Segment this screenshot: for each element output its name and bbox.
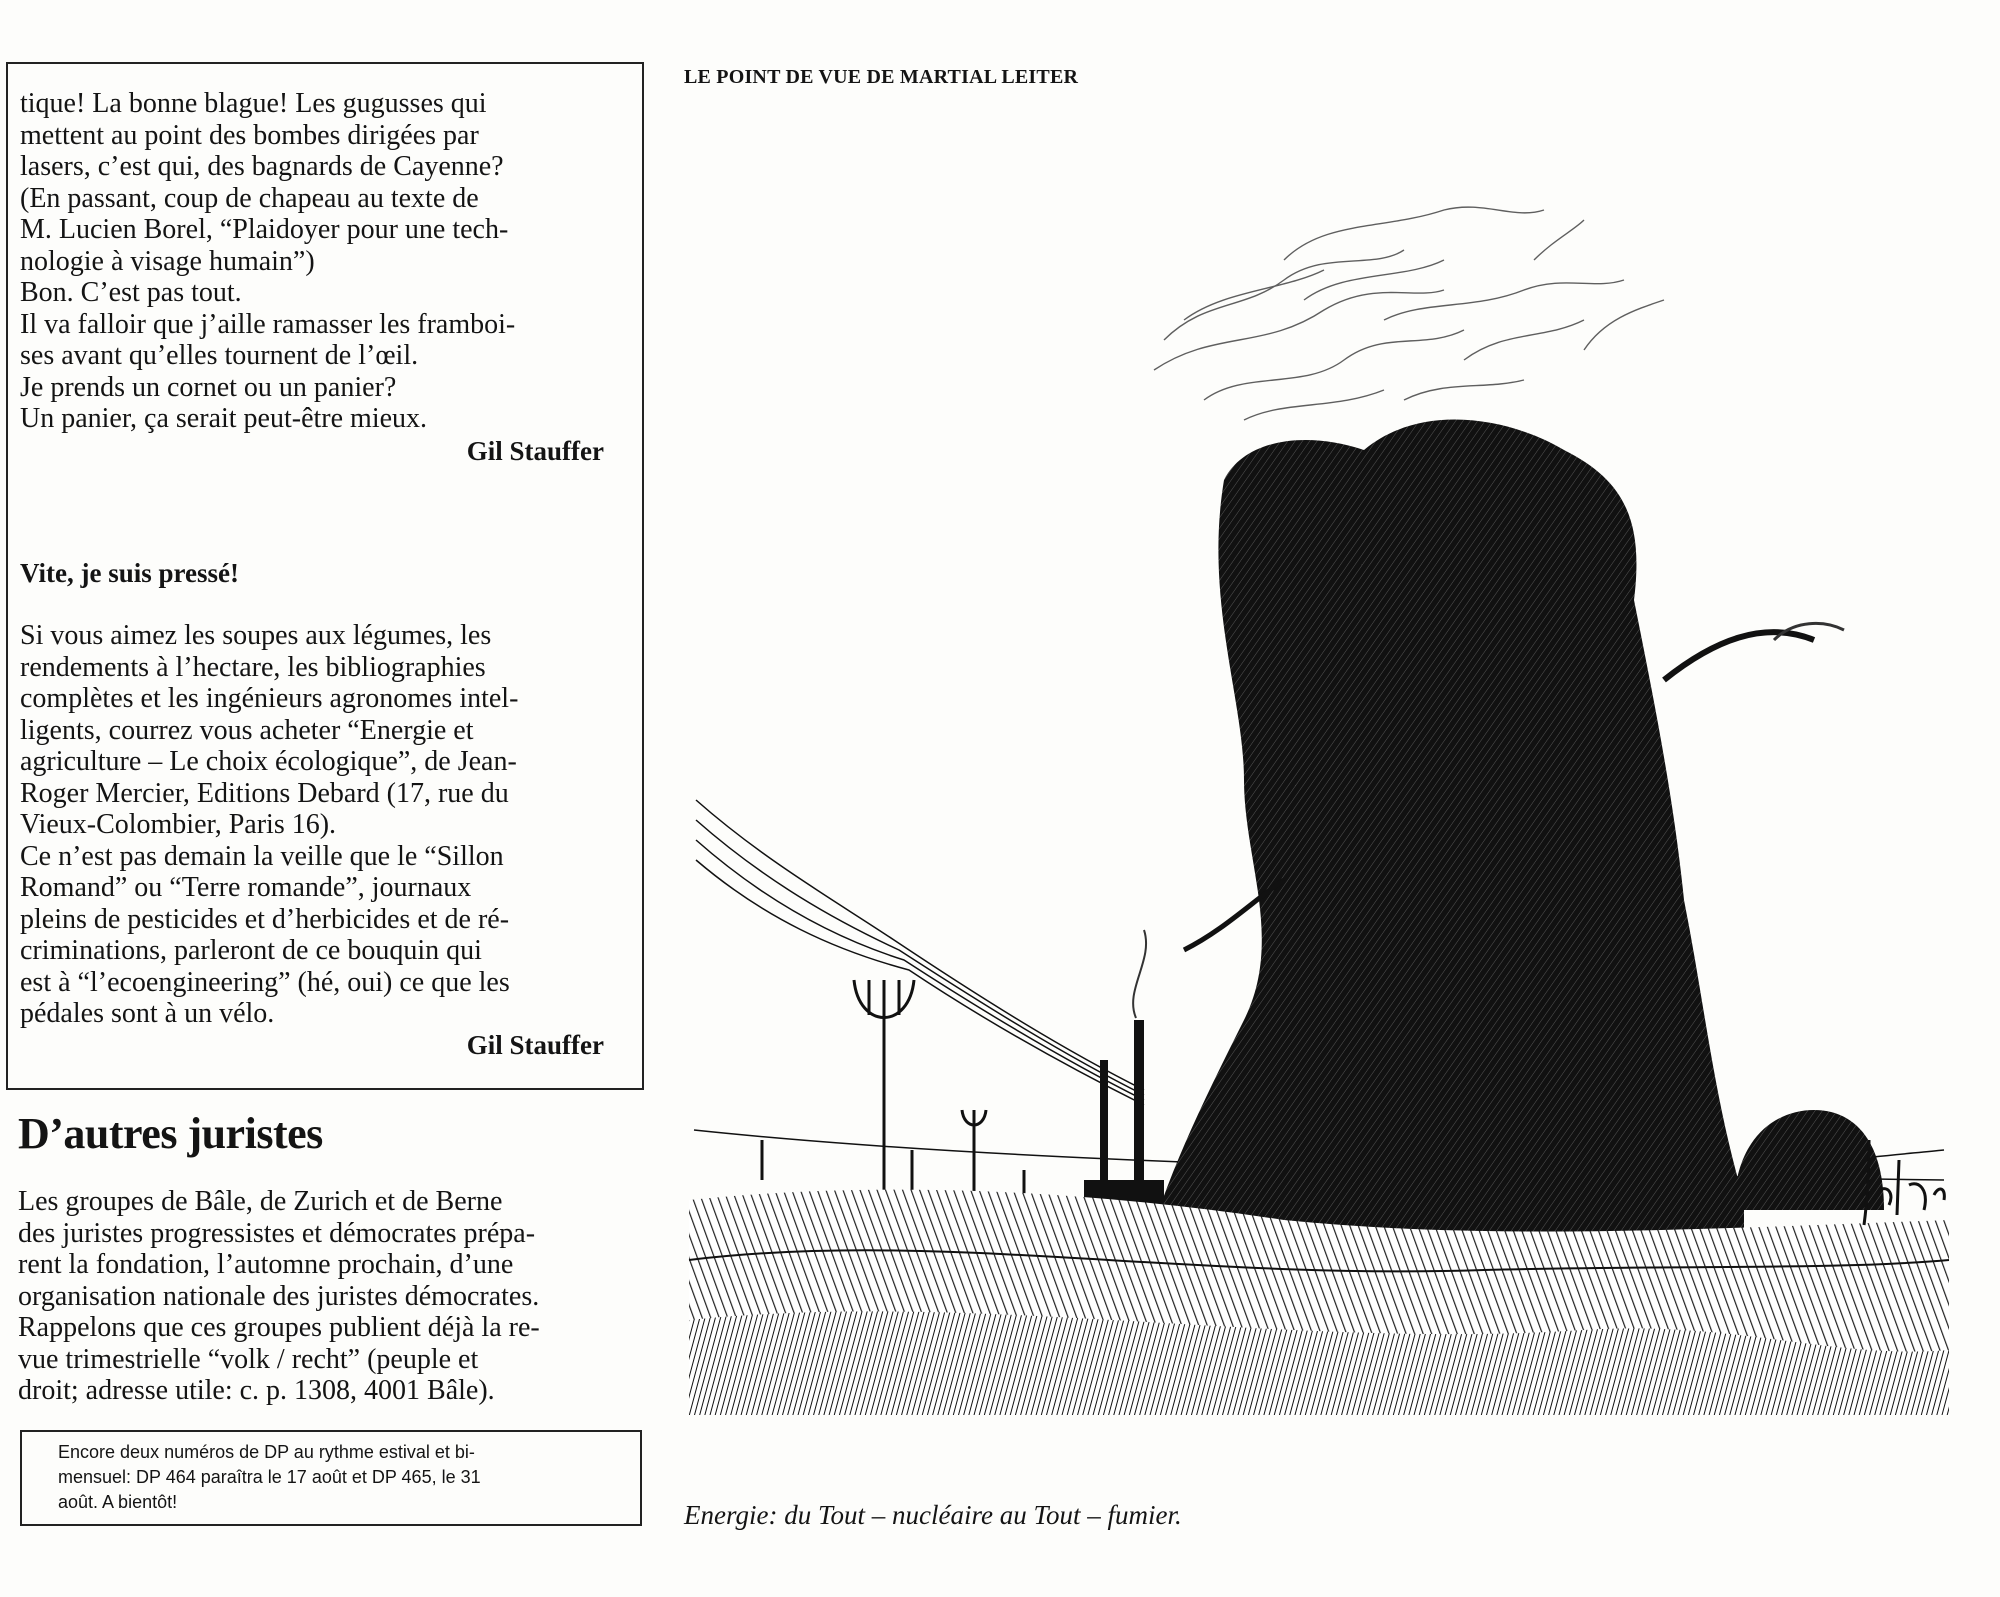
text-line: droit; adresse utile: c. p. 1308, 4001 Bâle). bbox=[18, 1375, 495, 1406]
text-line: organisation nationale des juristes démocrates. bbox=[18, 1280, 540, 1312]
text-line: Si vous aimez les soupes aux légumes, les bbox=[20, 620, 492, 651]
text-line: Ce n’est pas demain la veille que le “Sillon bbox=[20, 840, 504, 872]
article2-body bbox=[20, 620, 604, 1030]
text-line: Je prends un cornet ou un panier? bbox=[20, 371, 397, 403]
text-line: Les groupes de Bâle, de Zurich et de Berne bbox=[18, 1186, 503, 1217]
smoke-scribbles bbox=[1154, 207, 1664, 420]
text-line: tique! La bonne blague! Les gugusses qui bbox=[20, 88, 487, 119]
text-line: Rappelons que ces groupes publient déjà la re- bbox=[18, 1312, 540, 1343]
text-line: Roger Mercier, Editions Debard (17, rue du bbox=[20, 777, 509, 809]
article3-headline: D’autres juristes bbox=[18, 1109, 323, 1158]
cartoon-illustration bbox=[684, 100, 1954, 1430]
haystack-tower bbox=[1144, 420, 1844, 1260]
text-line: pédales sont à un vélo. bbox=[20, 998, 275, 1029]
article2-signature: Gil Stauffer bbox=[466, 1030, 604, 1060]
cartoon-kicker: LE POINT DE VUE DE MARTIAL LEITER bbox=[684, 66, 1079, 88]
text-line: ses avant qu’elles tournent de l’œil. bbox=[20, 340, 419, 371]
reactor-dome bbox=[1734, 1110, 1884, 1210]
text-line: Encore deux numéros de DP au rythme estival et bi- bbox=[58, 1442, 475, 1462]
text-line: mensuel: DP 464 paraîtra le 17 août et DP 465, le 31 bbox=[58, 1467, 481, 1487]
text-line: (En passant, coup de chapeau au texte de bbox=[20, 182, 479, 214]
text-line: Il va falloir que j’aille ramasser les framboi- bbox=[20, 308, 516, 340]
text-line: vue trimestrielle “volk / recht” (peuple et bbox=[18, 1343, 479, 1375]
text-line: Un panier, ça serait peut-être mieux. bbox=[20, 403, 428, 434]
text-line: lasers, c’est qui, des bagnards de Cayenne? bbox=[20, 151, 504, 182]
text-line: complètes et les ingénieurs agronomes intel- bbox=[20, 683, 519, 714]
article1-body bbox=[20, 88, 604, 435]
text-line: criminations, parleront de ce bouquin qui bbox=[20, 935, 482, 966]
text-line: août. A bientôt! bbox=[58, 1492, 178, 1512]
text-line: Romand” ou “Terre romande”, journaux bbox=[20, 872, 472, 903]
article2-title: Vite, je suis pressé! bbox=[20, 558, 239, 588]
text-line: Vieux-Colombier, Paris 16). bbox=[20, 809, 337, 840]
text-line: rendements à l’hectare, les bibliographies bbox=[20, 651, 486, 683]
cartoon-caption: Energie: du Tout – nucléaire au Tout – fumier. bbox=[684, 1500, 1182, 1530]
text-line: ligents, courrez vous acheter “Energie et bbox=[20, 714, 474, 746]
notice-text bbox=[58, 1440, 628, 1515]
text-line: rent la fondation, l’automne prochain, d’une bbox=[18, 1249, 514, 1280]
text-line: agriculture – Le choix écologique”, de Jean- bbox=[20, 746, 517, 777]
text-line: des juristes progressistes et démocrates prépa- bbox=[18, 1217, 536, 1249]
ground bbox=[689, 1190, 1949, 1415]
text-line: nologie à visage humain”) bbox=[20, 245, 315, 277]
text-line: Bon. C’est pas tout. bbox=[20, 277, 242, 308]
notice-box bbox=[20, 1430, 642, 1526]
text-line: est à “l’ecoengineering” (hé, oui) ce que les bbox=[20, 966, 510, 998]
text-line: M. Lucien Borel, “Plaidoyer pour une tech- bbox=[20, 214, 509, 245]
article1-signature: Gil Stauffer bbox=[466, 436, 604, 466]
article3-body bbox=[18, 1186, 634, 1407]
text-line: mettent au point des bombes dirigées par bbox=[20, 119, 479, 151]
text-line: pleins de pesticides et d’herbicides et de ré- bbox=[20, 903, 510, 935]
